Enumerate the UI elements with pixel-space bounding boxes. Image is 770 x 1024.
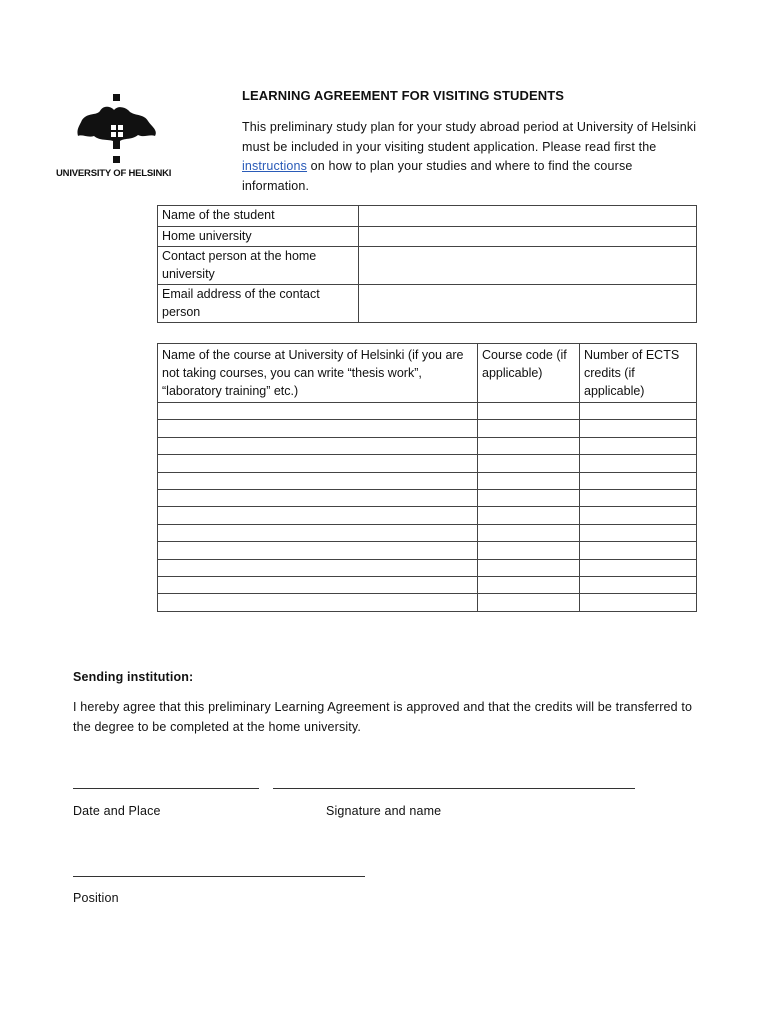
- ects-credits-cell[interactable]: [580, 542, 697, 559]
- table-row: [158, 226, 697, 247]
- table-row: [158, 437, 697, 454]
- ects-credits-cell[interactable]: [580, 576, 697, 593]
- course-name-cell[interactable]: [158, 542, 478, 559]
- sending-institution-heading: Sending institution:: [73, 670, 194, 684]
- course-code-cell[interactable]: [478, 455, 580, 472]
- helsinki-flame-logo-icon: [76, 94, 158, 166]
- student-name-label: Name of the student: [158, 206, 359, 227]
- home-university-field[interactable]: [359, 226, 697, 247]
- course-name-cell[interactable]: [158, 420, 478, 437]
- table-row: [158, 403, 697, 420]
- ects-credits-cell[interactable]: [580, 420, 697, 437]
- date-place-line[interactable]: [73, 788, 259, 789]
- course-code-cell[interactable]: [478, 472, 580, 489]
- table-row: [158, 559, 697, 576]
- courses-header-row: [158, 344, 697, 403]
- table-row: [158, 420, 697, 437]
- course-code-header: Course code (if applicable): [478, 344, 580, 403]
- ects-credits-cell[interactable]: [580, 455, 697, 472]
- courses-table: [157, 343, 697, 612]
- table-row: [158, 206, 697, 227]
- course-name-cell[interactable]: [158, 524, 478, 541]
- table-row: [158, 489, 697, 506]
- signature-line[interactable]: [273, 788, 635, 789]
- table-row: [158, 576, 697, 593]
- position-line[interactable]: [73, 876, 365, 877]
- ects-credits-cell[interactable]: [580, 559, 697, 576]
- intro-text-end: on how to plan your studies and where to find the course information.: [242, 159, 633, 193]
- ects-credits-cell[interactable]: [580, 594, 697, 611]
- ects-credits-header: Number of ECTS credits (if applicable): [580, 344, 697, 403]
- ects-credits-cell[interactable]: [580, 403, 697, 420]
- course-code-cell[interactable]: [478, 524, 580, 541]
- table-row: [158, 472, 697, 489]
- contact-person-field[interactable]: [359, 247, 697, 285]
- intro-text-start: This preliminary study plan for your study abroad period at University of Helsinki must be included in your visiting student application. Please read first the: [242, 120, 697, 154]
- course-code-cell[interactable]: [478, 507, 580, 524]
- course-name-cell[interactable]: [158, 489, 478, 506]
- table-row: [158, 455, 697, 472]
- ects-credits-cell[interactable]: [580, 489, 697, 506]
- course-code-cell[interactable]: [478, 559, 580, 576]
- course-name-header: Name of the course at University of Helsinki (if you are not taking courses, you can write “thesis work”, “laboratory training” etc.): [158, 344, 478, 403]
- ects-credits-cell[interactable]: [580, 507, 697, 524]
- course-code-cell[interactable]: [478, 437, 580, 454]
- contact-email-field[interactable]: [359, 285, 697, 323]
- student-info-table: [157, 205, 697, 323]
- contact-email-label: Email address of the contact person: [158, 285, 359, 323]
- page-title: LEARNING AGREEMENT FOR VISITING STUDENTS: [242, 88, 565, 103]
- course-name-cell[interactable]: [158, 576, 478, 593]
- table-row: [158, 285, 697, 323]
- course-name-cell[interactable]: [158, 437, 478, 454]
- course-code-cell[interactable]: [478, 576, 580, 593]
- home-university-label: Home university: [158, 226, 359, 247]
- table-row: [158, 542, 697, 559]
- table-row: [158, 524, 697, 541]
- course-code-cell[interactable]: [478, 403, 580, 420]
- ects-credits-cell[interactable]: [580, 437, 697, 454]
- course-name-cell[interactable]: [158, 472, 478, 489]
- course-name-cell[interactable]: [158, 594, 478, 611]
- course-name-cell[interactable]: [158, 507, 478, 524]
- table-row: [158, 594, 697, 611]
- university-logo: [56, 94, 176, 182]
- course-code-cell[interactable]: [478, 594, 580, 611]
- ects-credits-cell[interactable]: [580, 524, 697, 541]
- student-name-field[interactable]: [359, 206, 697, 227]
- position-label: Position: [73, 891, 119, 905]
- table-row: [158, 507, 697, 524]
- course-name-cell[interactable]: [158, 559, 478, 576]
- course-code-cell[interactable]: [478, 420, 580, 437]
- instructions-link[interactable]: instructions: [242, 159, 308, 173]
- course-code-cell[interactable]: [478, 542, 580, 559]
- signature-label: Signature and name: [326, 804, 442, 818]
- ects-credits-cell[interactable]: [580, 472, 697, 489]
- course-name-cell[interactable]: [158, 455, 478, 472]
- agreement-text: I hereby agree that this preliminary Learning Agreement is approved and that the credits will be transferred to the degree to be completed at the home university.: [73, 700, 693, 734]
- course-name-cell[interactable]: [158, 403, 478, 420]
- logo-text: UNIVERSITY OF HELSINKI: [56, 168, 172, 179]
- course-code-cell[interactable]: [478, 489, 580, 506]
- table-row: [158, 247, 697, 285]
- date-place-label: Date and Place: [73, 804, 161, 818]
- contact-person-label: Contact person at the home university: [158, 247, 359, 285]
- intro-text: [242, 118, 702, 196]
